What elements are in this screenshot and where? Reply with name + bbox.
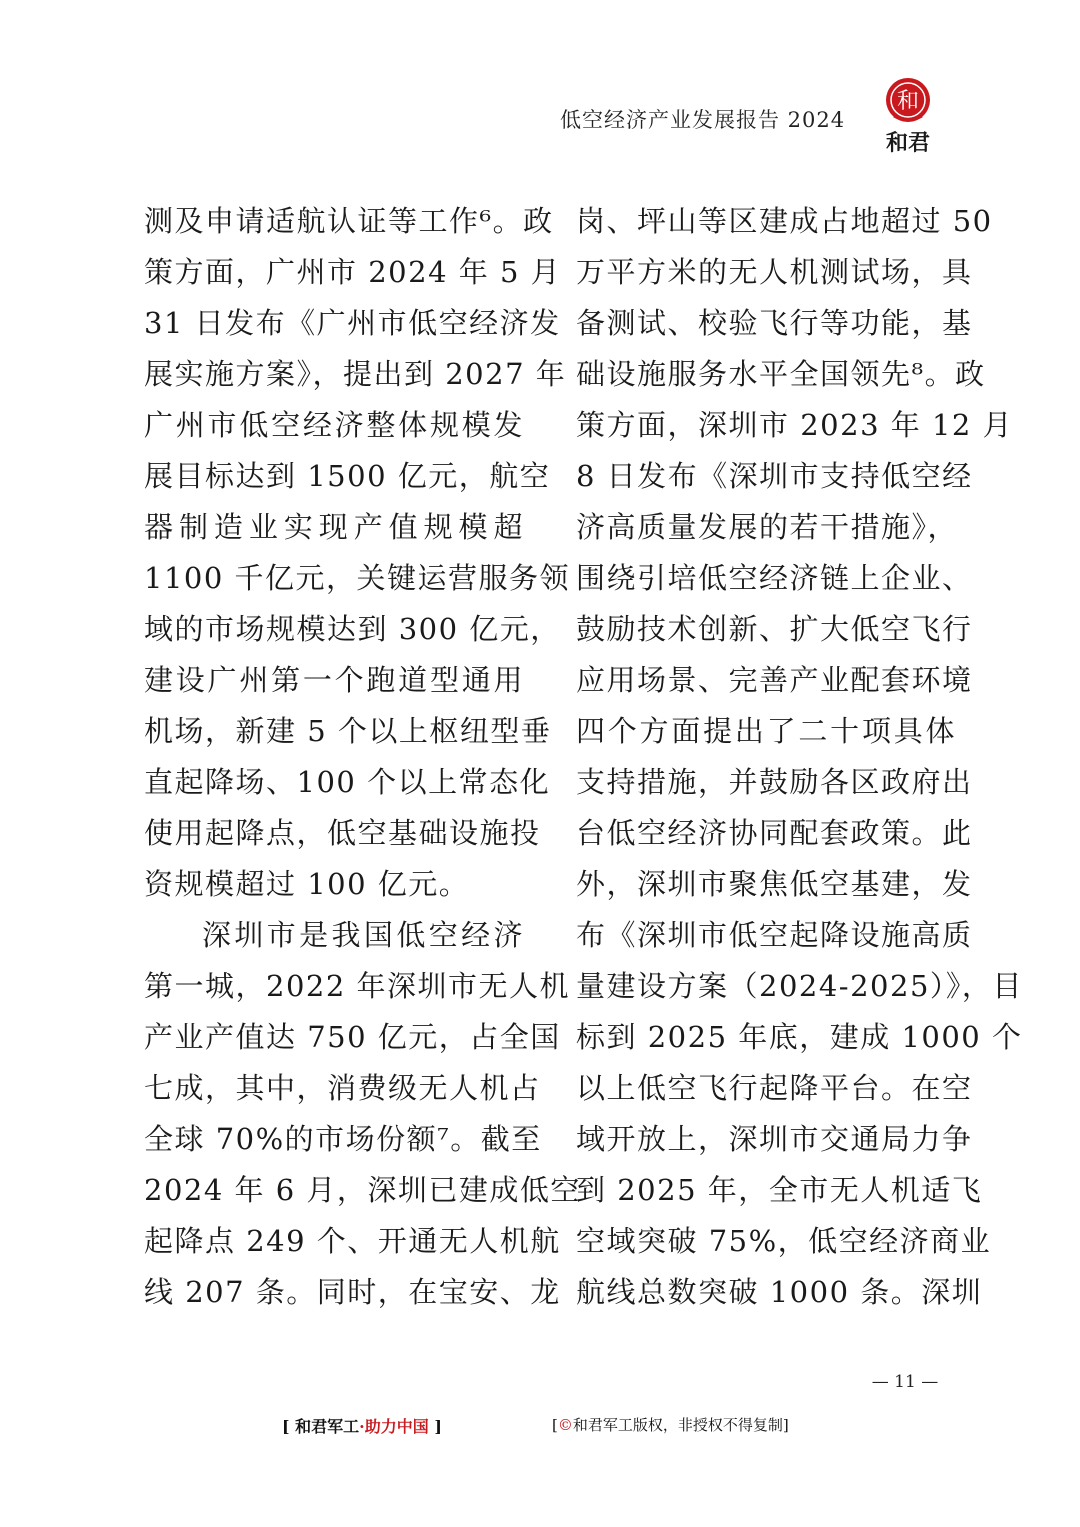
text-line: 济高质量发展的若干措施》， — [576, 510, 959, 544]
text-line: 布《深圳市低空起降设施高质 — [576, 918, 973, 952]
text-line: 测及申请适航认证等工作⁶。政 — [144, 204, 554, 238]
footer-brand — [282, 1414, 442, 1437]
text-line: 鼓励技术创新、扩大低空飞行 — [576, 612, 973, 646]
footer-copyright-text: 和君军工版权，非授权不得复制 — [572, 1416, 783, 1434]
logo-seal-char: 和 — [896, 89, 920, 114]
right-text-column — [576, 196, 1023, 1318]
text-line: 航线总数突破 1000 条。深圳 — [576, 1275, 983, 1309]
text-line: 四个方面提出了二十项具体 — [576, 714, 956, 748]
footer-copyright-close: ] — [782, 1416, 789, 1434]
text-line: 直起降场、100 个以上常态化 — [144, 765, 551, 799]
footer-copyright-open: [ — [552, 1416, 558, 1434]
text-line: 2024 年 6 月，深圳已建成低空 — [144, 1173, 581, 1207]
left-text-column — [144, 196, 581, 1318]
text-line: 器制造业实现产值规模超 — [144, 510, 524, 544]
text-line: 础设施服务水平全国领先⁸。政 — [576, 357, 986, 391]
text-line: 全球 70%的市场份额⁷。截至 — [144, 1122, 542, 1156]
text-line: 产业产值达 750 亿元，占全国 — [144, 1020, 561, 1054]
text-line: 展目标达到 1500 亿元，航空 — [144, 459, 551, 493]
text-line: 以上低空飞行起降平台。在空 — [576, 1071, 973, 1105]
text-line: 支持措施，并鼓励各区政府出 — [576, 765, 973, 799]
text-line: 到 2025 年，全市无人机适飞 — [576, 1173, 983, 1207]
text-line: 策方面，深圳市 2023 年 12 月 — [576, 408, 1014, 442]
logo-text: 和君 — [885, 131, 931, 154]
hejun-logo — [868, 72, 948, 154]
text-line: 域的市场规模达到 300 亿元， — [144, 612, 561, 646]
text-line: 标到 2025 年底，建成 1000 个 — [576, 1020, 1023, 1054]
text-line: 围绕引培低空经济链上企业、 — [576, 561, 973, 595]
text-line: 外，深圳市聚焦低空基建，发 — [576, 867, 973, 901]
text-line: 资规模超过 100 亿元。 — [144, 867, 470, 901]
text-line: 31 日发布《广州市低空经济发 — [144, 306, 561, 340]
running-header-title: 低空经济产业发展报告 2024 — [560, 108, 846, 132]
text-line: 七成，其中，消费级无人机占 — [144, 1071, 541, 1105]
footer-dot: · — [359, 1417, 365, 1436]
text-line: 空域突破 75%，低空经济商业 — [576, 1224, 992, 1258]
page-number: — 11 — — [871, 1372, 939, 1392]
text-line: 岗、坪山等区建成占地超过 50 — [576, 204, 993, 238]
copyright-icon: © — [557, 1416, 573, 1434]
footer-bracket-open: [ — [282, 1417, 296, 1436]
footer-brand-name: 和君军工 — [295, 1417, 360, 1436]
text-line: 起降点 249 个、开通无人机航 — [144, 1224, 561, 1258]
text-line: 8 日发布《深圳市支持低空经 — [576, 459, 973, 493]
text-line: 广州市低空经济整体规模发 — [144, 408, 524, 442]
text-line: 1100 千亿元，关键运营服务领 — [144, 561, 571, 595]
footer-bracket-close: ] — [428, 1417, 442, 1436]
text-line: 备测试、校验飞行等功能，基 — [576, 306, 973, 340]
text-line: 机场，新建 5 个以上枢纽型垂 — [144, 714, 552, 748]
text-line: 使用起降点，低空基础设施投 — [144, 816, 541, 850]
text-line: 域开放上，深圳市交通局力争 — [576, 1122, 973, 1156]
text-line: 建设广州第一个跑道型通用 — [144, 663, 524, 697]
text-line: 第一城，2022 年深圳市无人机 — [144, 969, 571, 1003]
text-line: 展实施方案》，提出到 2027 年 — [144, 357, 567, 391]
text-line: 线 207 条。同时，在宝安、龙 — [144, 1275, 561, 1309]
text-line: 深圳市是我国低空经济 — [202, 918, 524, 952]
text-line: 应用场景、完善产业配套环境 — [576, 663, 973, 697]
text-line: 万平方米的无人机测试场，具 — [576, 255, 973, 289]
text-line: 策方面，广州市 2024 年 5 月 — [144, 255, 562, 289]
text-line: 量建设方案（2024-2025）》，目 — [576, 969, 1023, 1003]
footer-slogan: 助力中国 — [364, 1417, 429, 1436]
footer-copyright — [552, 1414, 789, 1435]
text-line: 台低空经济协同配套政策。此 — [576, 816, 973, 850]
